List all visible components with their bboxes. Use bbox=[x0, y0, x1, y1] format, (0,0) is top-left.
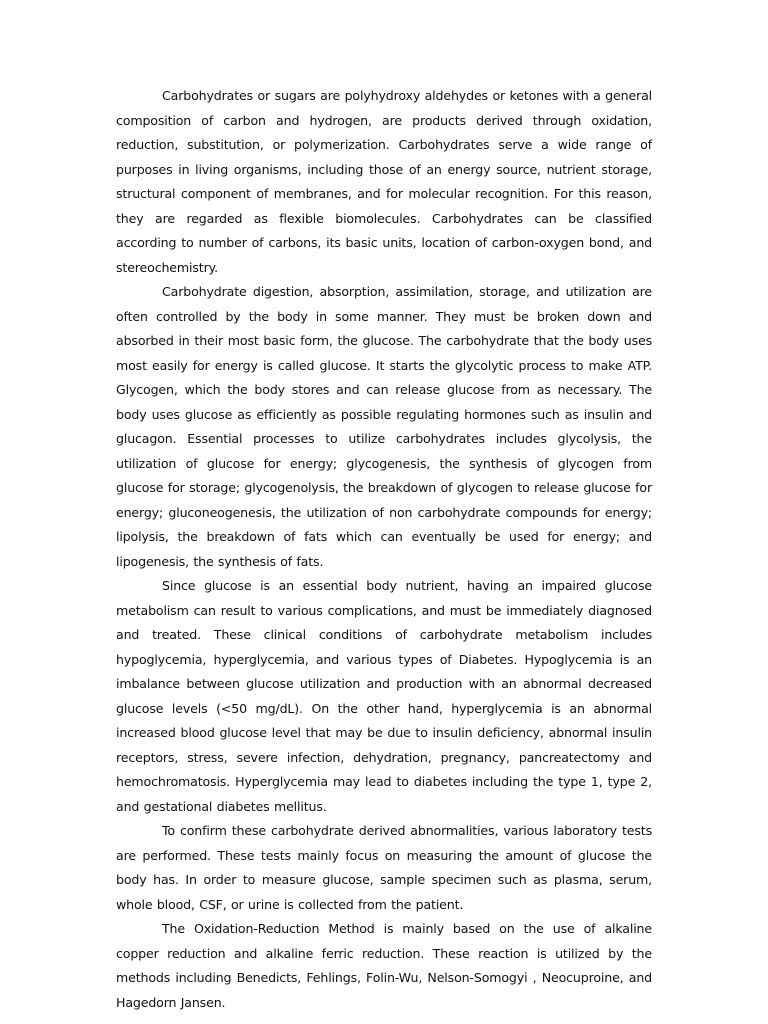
paragraph-oxidation-reduction-method: The Oxidation-Reduction Method is mainly based on the use of alkaline copper reduction and alkaline ferric reduction. These reaction is utilized by the methods including Benedicts, Fehlings, Folin-Wu, Nelson-Somogyi , Neocuproine, and Hagedorn Jansen. bbox=[116, 921, 652, 1010]
paragraph-carbohydrates-intro: Carbohydrates or sugars are polyhydroxy aldehydes or ketones with a general composition of carbon and hydrogen, are products derived through oxidation, reduction, substitution, or polymerization. Carbohydrates serve a wide range of purposes in living organisms, including those of an energy source, nutrient storage, structural component of membranes, and for molecular recognition. For this reason, they are regarded as flexible biomolecules. Carbohydrates can be classified according to number of carbons, its basic units, location of carbon-oxygen bond, and stereochemistry. bbox=[116, 88, 652, 275]
paragraph-laboratory-tests: To confirm these carbohydrate derived abnormalities, various laboratory tests are performed. These tests mainly focus on measuring the amount of glucose the body has. In order to measure glucose, sample specimen such as plasma, serum, whole blood, CSF, or urine is collected from the patient. bbox=[116, 823, 652, 912]
document-body bbox=[116, 84, 652, 1015]
paragraph-glucose-disorders: Since glucose is an essential body nutrient, having an impaired glucose metabolism can result to various complications, and must be immediately diagnosed and treated. These clinical conditions of carbohydrate metabolism includes hypoglycemia, hyperglycemia, and various types of Diabetes. Hypoglycemia is an imbalance between glucose utilization and production with an abnormal decreased glucose levels (<50 mg/dL). On the other hand, hyperglycemia is an abnormal increased blood glucose level that may be due to insulin deficiency, abnormal insulin receptors, stress, severe infection, dehydration, pregnancy, pancreatectomy and hemochromatosis. Hyperglycemia may lead to diabetes including the type 1, type 2, and gestational diabetes mellitus. bbox=[116, 578, 652, 814]
paragraph-carbohydrate-metabolism: Carbohydrate digestion, absorption, assimilation, storage, and utilization are often controlled by the body in some manner. They must be broken down and absorbed in their most basic form, the glucose. The carbohydrate that the body uses most easily for energy is called glucose. It starts the glycolytic process to make ATP. Glycogen, which the body stores and can release glucose from as necessary. The body uses glucose as efficiently as possible regulating hormones such as insulin and glucagon. Essential processes to utilize carbohydrates includes glycolysis, the utilization of glucose for energy; glycogenesis, the synthesis of glycogen from glucose for storage; glycogenolysis, the breakdown of glycogen to release glucose for energy; gluconeogenesis, the utilization of non carbohydrate compounds for energy; lipolysis, the breakdown of fats which can eventually be used for energy; and lipogenesis, the synthesis of fats. bbox=[116, 284, 652, 569]
